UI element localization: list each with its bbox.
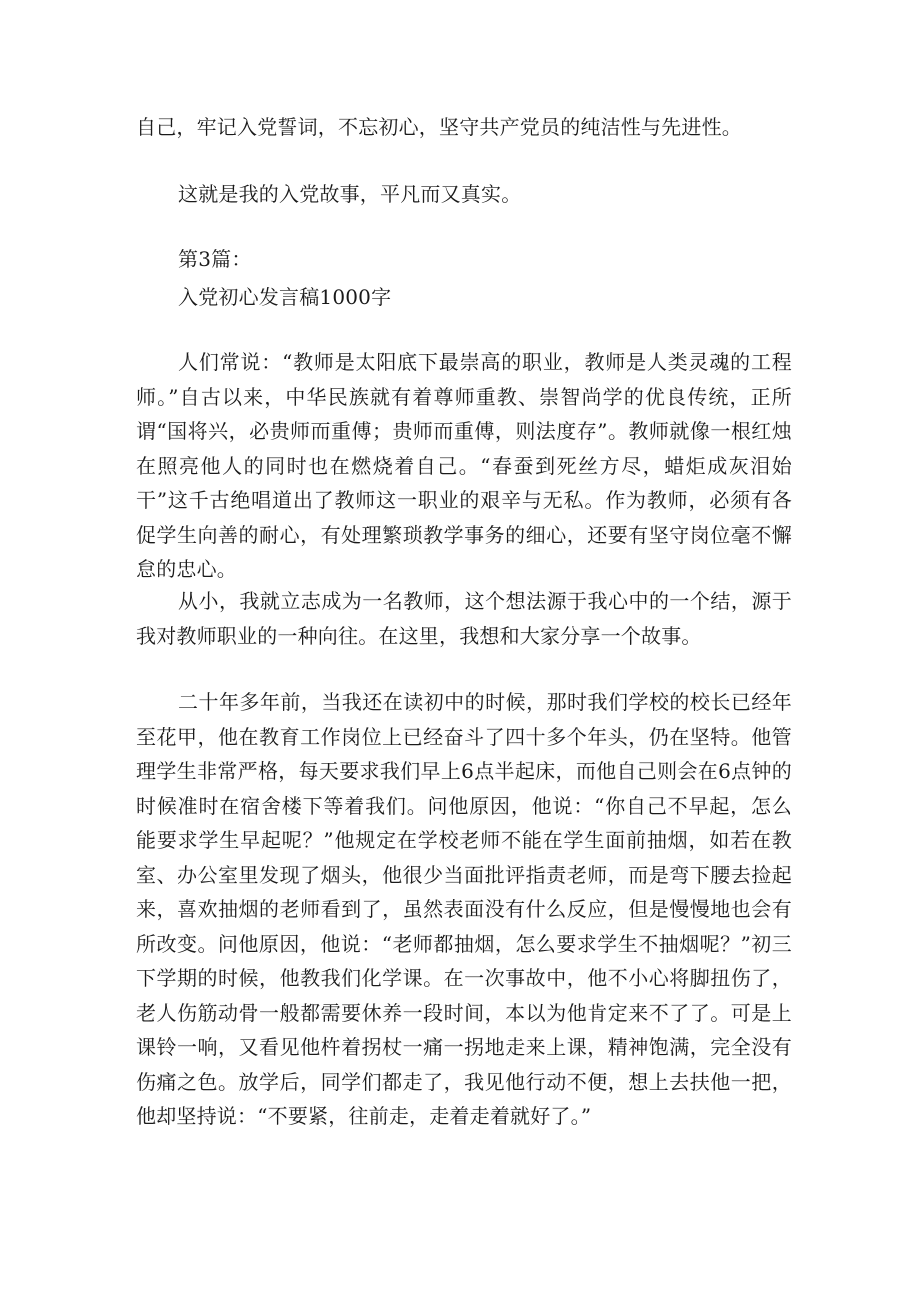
paragraph-childhood-aspiration: 从小，我就立志成为一名教师，这个想法源于我心中的一个结，源于我对教师职业的一种向往。在这里，我想和大家分享一个故事。 [136,589,792,648]
paragraph-continuation: 自己，牢记入党誓词，不忘初心，坚守共产党员的纯洁性与先进性。 [136,115,742,139]
paragraph-story-conclusion: 这就是我的入党故事，平凡而又真实。 [178,182,522,206]
section-title: 入党初心发言稿1000字 [178,285,392,309]
section-number: 第3篇： [178,247,252,271]
paragraph-teacher-praise: 人们常说：“教师是太阳底下最崇高的职业，教师是人类灵魂的工程师。”自古以来，中华民族就有着尊师重教、崇智尚学的优良传统，正所谓“国将兴，必贵师而重傅；贵师而重傅，则法度存”。教师就像一根红烛在照亮他人的同时也在燃烧着自己。“春蚕到死丝方尽，蜡炬成灰泪始干”这千古绝唱道出了教师这一职业的艰辛与无私。作为教师，必须有各促学生向善的耐心，有处理繁琐教学事务的细心，还要有坚守岗位毫不懈怠的忠心。 [136,350,792,581]
paragraph-principal-story: 二十年多年前，当我还在读初中的时候，那时我们学校的校长已经年至花甲，他在教育工作岗位上已经奋斗了四十多个年头，仍在坚特。他管理学生非常严格，每天要求我们早上6点半起床，而他自己则会在6点钟的时候准时在宿舍楼下等着我们。问他原因，他说：“你自己不早起，怎么能要求学生早起呢？”他规定在学校老师不能在学生面前抽烟，如若在教室、办公室里发现了烟头，他很少当面批评指责老师，而是弯下腰去捡起来，喜欢抽烟的老师看到了，虽然表面没有什么反应，但是慢慢地也会有所改变。问他原因，他说：“老师都抽烟，怎么要求学生不抽烟呢？”初三下学期的时候，他教我们化学课。在一次事故中，他不小心将脚扭伤了，老人伤筋动骨一般都需要休养一段时间，本以为他肯定来不了了。可是上课铃一响，又看见他杵着拐杖一痛一拐地走来上课，精神饱满，完全没有伤痛之色。放学后，同学们都走了，我见他行动不便，想上去扶他一把，他却坚持说：“不要紧，往前走，走着走着就好了。” [136,690,792,1128]
